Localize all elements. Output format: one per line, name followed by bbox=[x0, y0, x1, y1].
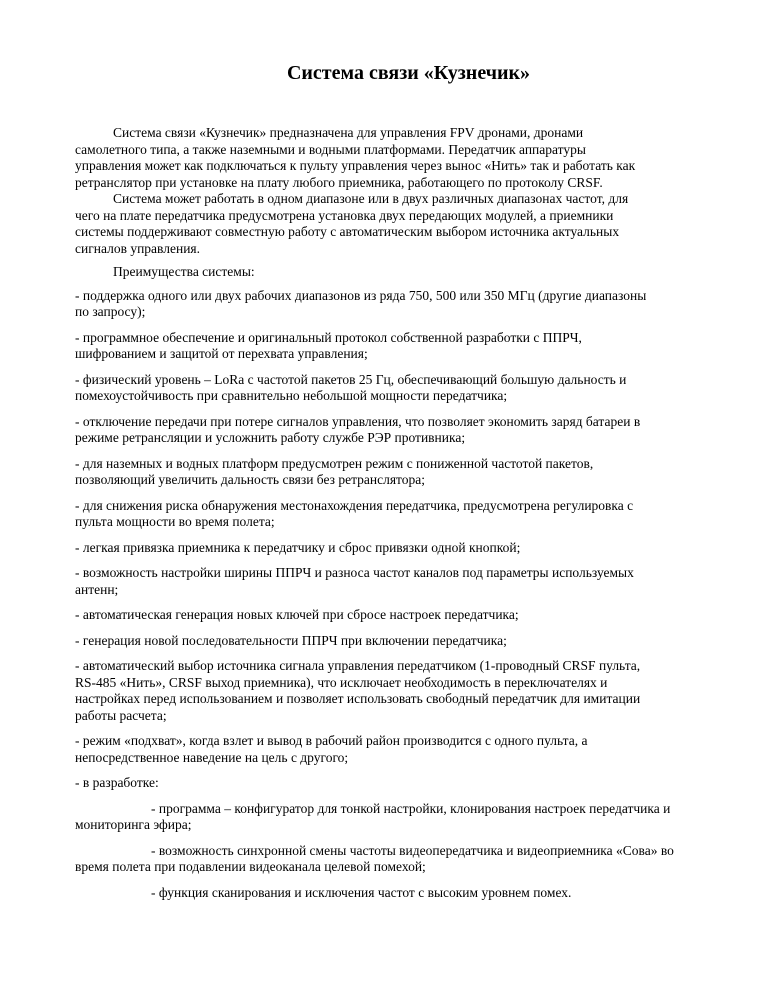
text-line: - легкая привязка приемника к передатчику и сброс привязки одной кнопкой; bbox=[75, 539, 521, 555]
text-line: Система может работать в одном диапазоне или в двух различных диапазонах частот, для bbox=[113, 191, 629, 206]
text-line: Преимущества системы: bbox=[113, 264, 255, 279]
feature-bullet bbox=[75, 607, 742, 624]
text-line: - генерация новой последовательности ППРЧ при включении передатчика; bbox=[75, 632, 507, 648]
text-line: - возможность синхронной смены частоты видеопередатчика и видеоприемника «Сова» во bbox=[151, 842, 674, 858]
feature-bullet bbox=[75, 658, 742, 724]
text-line: - возможность настройки ширины ППРЧ и разноса частот каналов под параметры используемых bbox=[75, 565, 634, 580]
sub-feature-bullet bbox=[75, 843, 742, 876]
text-line: ретранслятор при установке на плату любого приемника, работающего по протоколу CRSF. bbox=[75, 174, 603, 190]
feature-bullet bbox=[75, 456, 742, 489]
feature-bullet bbox=[75, 733, 742, 766]
text-line: - программа – конфигуратор для тонкой настройки, клонирования настроек передатчика и bbox=[151, 800, 671, 816]
feature-bullet bbox=[75, 775, 742, 792]
text-line: RS-485 «Нить», CRSF выход приемника), что исключает необходимость в переключателях и bbox=[75, 674, 608, 690]
text-line: - автоматическая генерация новых ключей при сбросе настроек передатчика; bbox=[75, 607, 519, 622]
text-line: шифрованием и защитой от перехвата управления; bbox=[75, 346, 368, 361]
feature-bullet bbox=[75, 565, 742, 598]
text-line: - физический уровень – LoRa с частотой пакетов 25 Гц, обеспечивающий большую дальность и bbox=[75, 371, 627, 387]
text-line: - автоматический выбор источника сигнала управления передатчиком (1-проводный CRSF пульта, bbox=[75, 658, 641, 673]
feature-bullet bbox=[75, 288, 742, 321]
text-line: помехоустойчивость при сравнительно небольшой мощности передатчика; bbox=[75, 388, 508, 403]
text-line: самолетного типа, а также наземными и водными платформами. Передатчик аппаратуры bbox=[75, 141, 586, 157]
feature-bullet bbox=[75, 540, 742, 557]
text-line: мониторинга эфира; bbox=[75, 817, 192, 832]
text-line: по запросу); bbox=[75, 304, 146, 319]
intro-paragraph bbox=[75, 125, 742, 191]
feature-bullet bbox=[75, 330, 742, 363]
document-body bbox=[75, 125, 742, 901]
text-line: - функция сканирования и исключения частот с высоким уровнем помех. bbox=[151, 884, 572, 900]
feature-bullet bbox=[75, 633, 742, 650]
text-line: управления может как подключаться к пульту управления через вынос «Нить» так и работать как bbox=[75, 158, 636, 173]
text-line: пульта мощности во время полета; bbox=[75, 514, 275, 529]
text-line: антенн; bbox=[75, 581, 119, 597]
intro-paragraph bbox=[75, 191, 742, 257]
text-line: время полета при подавлении видеоканала целевой помехой; bbox=[75, 859, 426, 874]
text-line: - для наземных и водных платформ предусмотрен режим с пониженной частотой пакетов, bbox=[75, 455, 594, 471]
text-line: сигналов управления. bbox=[75, 240, 201, 256]
text-line: настройках перед использованием и позволяет использовать свободный передатчик для имитации bbox=[75, 691, 641, 706]
text-line: - для снижения риска обнаружения местонахождения передатчика, предусмотрена регулировка с bbox=[75, 497, 634, 513]
text-line: системы поддерживают совместную работу с автоматическим выбором источника актуальных bbox=[75, 224, 620, 239]
feature-bullet bbox=[75, 414, 742, 447]
text-line: позволяющий увеличить дальность связи без ретранслятора; bbox=[75, 472, 426, 487]
text-line: - в разработке: bbox=[75, 775, 159, 790]
section-heading bbox=[75, 264, 742, 281]
text-line: режиме ретрансляции и усложнить работу службе РЭР противника; bbox=[75, 430, 466, 445]
text-line: - программное обеспечение и оригинальный протокол собственной разработки с ППРЧ, bbox=[75, 329, 582, 345]
document-title: Система связи «Кузнечик» bbox=[286, 62, 531, 84]
text-line: чего на плате передатчика предусмотрена установка двух передающих модулей, а приемники bbox=[75, 207, 614, 223]
feature-bullet bbox=[75, 372, 742, 405]
text-line: непосредственное наведение на цель с другого; bbox=[75, 749, 349, 765]
text-line: - режим «подхват», когда взлет и вывод в рабочий район производится с одного пульта, а bbox=[75, 733, 588, 748]
text-line: - отключение передачи при потере сигналов управления, что позволяет экономить заряд батареи в bbox=[75, 413, 641, 429]
text-line: - поддержка одного или двух рабочих диапазонов из ряда 750, 500 или 350 МГц (другие диапазоны bbox=[75, 287, 647, 303]
feature-bullet bbox=[75, 498, 742, 531]
text-line: работы расчета; bbox=[75, 707, 167, 723]
text-line: Система связи «Кузнечик» предназначена для управления FPV дронами, дронами bbox=[113, 125, 584, 140]
sub-feature-bullet bbox=[75, 885, 742, 902]
sub-feature-bullet bbox=[75, 801, 742, 834]
